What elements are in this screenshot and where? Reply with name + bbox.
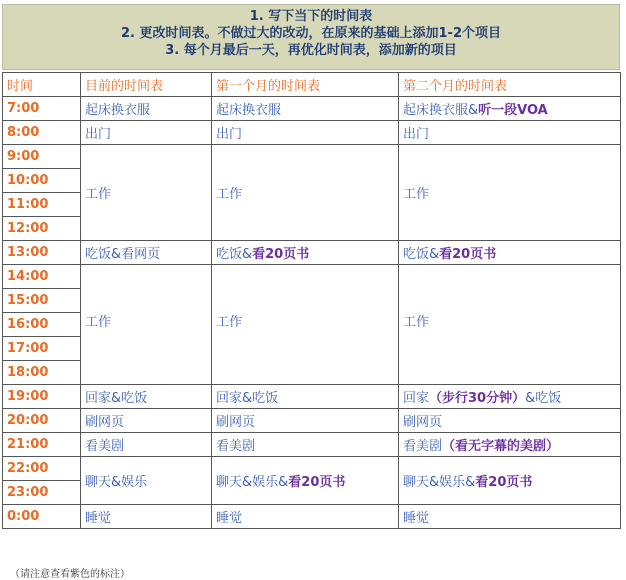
time-cell: 0:00 [3,505,81,529]
activity-cell [399,385,621,409]
activity-cell [399,241,621,265]
time-cell: 8:00 [3,121,81,145]
activity-cell [399,97,621,121]
time-cell: 18:00 [3,361,81,385]
activity-cell: 刷网页 [399,409,621,433]
footnote: （请注意查看紫色的标注） [10,569,130,580]
time-cell: 15:00 [3,289,81,313]
activity-cell: 工作 [399,145,621,241]
activity-cell: 工作 [81,265,212,385]
column-header-month1: 第一个月的时间表 [212,73,399,97]
activity-cell: 出门 [399,121,621,145]
highlight-text: 看20页书 [439,247,497,262]
activity-cell: 回家&吃饭 [212,385,399,409]
activity-cell: 工作 [399,265,621,385]
time-cell: 12:00 [3,217,81,241]
activity-text-tail: &吃饭 [525,391,562,406]
time-cell: 7:00 [3,97,81,121]
activity-cell [399,433,621,457]
activity-cell: 刷网页 [81,409,212,433]
activity-cell: 看美剧 [81,433,212,457]
table-row [3,433,621,457]
time-cell: 23:00 [3,481,81,505]
table-row [3,505,621,529]
table-row [3,457,621,481]
activity-cell: 出门 [81,121,212,145]
time-cell: 9:00 [3,145,81,169]
activity-cell: 工作 [81,145,212,241]
activity-text: 起床换衣服& [403,103,479,118]
time-cell: 22:00 [3,457,81,481]
table-row [3,265,621,289]
schedule-table [2,72,621,529]
activity-cell [212,457,399,505]
activity-text: 吃饭& [403,247,440,262]
time-cell: 17:00 [3,337,81,361]
table-header-row [3,73,621,97]
time-cell: 13:00 [3,241,81,265]
column-header-current: 目前的时间表 [81,73,212,97]
column-header-month2: 第二个月的时间表 [399,73,621,97]
activity-cell: 出门 [212,121,399,145]
schedule-sheet [2,4,620,529]
time-cell: 11:00 [3,193,81,217]
table-row [3,97,621,121]
activity-cell: 工作 [212,145,399,241]
activity-text: 看美剧 [403,439,443,454]
highlight-text: （步行30分钟） [429,391,526,406]
activity-cell: 回家&吃饭 [81,385,212,409]
activity-cell: 工作 [212,265,399,385]
table-row [3,409,621,433]
activity-cell [399,457,621,505]
activity-cell: 睡觉 [212,505,399,529]
instruction-line-2: 2. 更改时间表。不做过大的改动，在原来的基础上添加1-2个项目 [121,26,501,41]
activity-cell: 睡觉 [399,505,621,529]
column-header-time: 时间 [3,73,81,97]
highlight-text: 听一段VOA [478,103,548,118]
time-cell: 14:00 [3,265,81,289]
activity-cell: 睡觉 [81,505,212,529]
activity-cell [212,241,399,265]
activity-cell: 起床换衣服 [212,97,399,121]
time-cell: 19:00 [3,385,81,409]
activity-text: 回家 [403,391,430,406]
activity-text: 聊天&娱乐& [403,475,476,490]
table-row [3,385,621,409]
activity-cell: 刷网页 [212,409,399,433]
instructions-header [2,4,620,70]
activity-cell: 看美剧 [212,433,399,457]
time-cell: 20:00 [3,409,81,433]
highlight-text: 看20页书 [288,475,346,490]
table-row [3,121,621,145]
instruction-line-1: 1. 写下当下的时间表 [249,9,373,24]
instruction-line-3: 3. 每个月最后一天，再优化时间表，添加新的项目 [165,43,457,58]
activity-cell: 吃饭&看网页 [81,241,212,265]
activity-cell: 聊天&娱乐 [81,457,212,505]
time-cell: 10:00 [3,169,81,193]
highlight-text: （看无字幕的美剧） [442,439,560,454]
highlight-text: 看20页书 [252,247,310,262]
activity-text: 吃饭& [216,247,253,262]
activity-text: 聊天&娱乐& [216,475,289,490]
highlight-text: 看20页书 [475,475,533,490]
time-cell: 21:00 [3,433,81,457]
time-cell: 16:00 [3,313,81,337]
table-row [3,241,621,265]
activity-cell: 起床换衣服 [81,97,212,121]
table-row [3,145,621,169]
